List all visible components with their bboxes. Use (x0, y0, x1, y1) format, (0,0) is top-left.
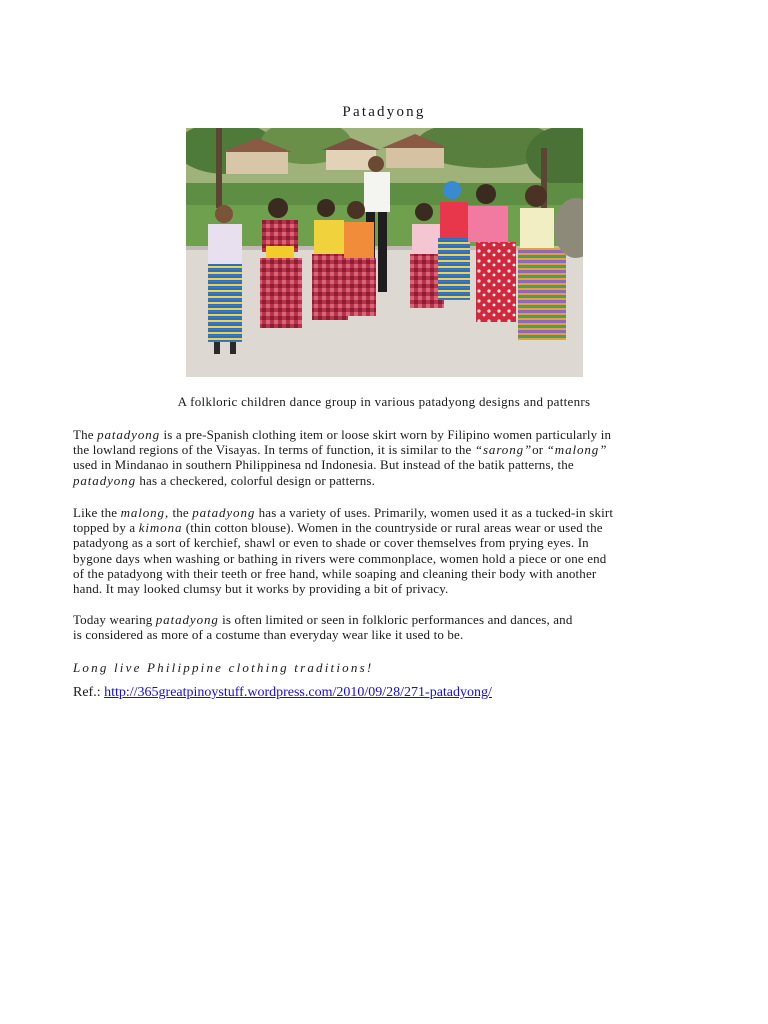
reference-link[interactable]: http://365greatpinoystuff.wordpress.com/2010/09/28/271-patadyong/ (104, 685, 492, 700)
text-line: patadyong as a sort of kerchief, shawl or even to shade or cover themselves from prying eyes. In (73, 535, 589, 551)
italic-term: malong, (120, 505, 170, 520)
text-run: the (169, 505, 193, 520)
text-run: has a variety of uses. Primarily, women used it as a tucked-in skirt (255, 505, 614, 520)
italic-term: kimona (138, 520, 183, 536)
text-run: is often limited or seen in folkloric performances and dances, and (218, 612, 573, 627)
text-line: bygone days when washing or bathing in rivers were commonplace, women hold a piece or one end (73, 550, 607, 566)
text-run: The (73, 427, 98, 442)
photo-caption: A folkloric children dance group in various patadyong designs and pattenrs (177, 394, 591, 409)
dance-group-photo (186, 128, 583, 377)
text-line (73, 505, 698, 520)
text-line: used in Mindanao in southern Philippinesa nd Indonesia. But instead of the batik patterns, the (73, 457, 574, 473)
italic-term: patadyong (155, 612, 219, 627)
text-line (73, 442, 698, 457)
document-title: Patadyong (342, 104, 426, 120)
text-line: hand. It may looked clumsy but it works by providing a bit of privacy. (73, 581, 449, 597)
italic-term: patadyong (73, 472, 136, 488)
paragraph-patadyong-definition (73, 427, 698, 488)
text-line (73, 473, 698, 488)
text-line: of the patadyong with their teeth or free hand, while soaping and cleaning their body with another (73, 565, 597, 581)
text-line (73, 612, 698, 627)
text-line: is considered as more of a costume than everyday wear like it used to be. (73, 627, 464, 643)
paragraph-patadyong-uses (73, 505, 698, 596)
reference-label: Ref.: (73, 685, 105, 700)
text-line (73, 427, 698, 442)
dance-group-photo-illustration (186, 128, 583, 377)
text-run: Today wearing (73, 612, 156, 627)
text-run: the lowland regions of the Visayas. In terms of function, it is similar to the (73, 442, 475, 458)
paragraph-patadyong-today (73, 612, 698, 642)
italic-term: patadyong (192, 505, 256, 520)
italic-term: patadyong (97, 427, 161, 442)
text-line (73, 520, 698, 535)
italic-term: “malong” (546, 442, 608, 458)
text-run: or (532, 442, 547, 458)
italic-term: “sarong” (474, 442, 533, 458)
text-run: has a checkered, colorful design or patterns. (135, 472, 375, 488)
closing-line: Long live Philippine clothing traditions! (73, 660, 374, 675)
text-run: topped by a (73, 520, 139, 536)
text-run: Like the (73, 505, 121, 520)
reference (73, 685, 492, 701)
text-run: (thin cotton blouse). Women in the countryside or rural areas wear or used the (182, 520, 603, 536)
text-run: is a pre-Spanish clothing item or loose skirt worn by Filipino women particularly in (160, 427, 612, 442)
